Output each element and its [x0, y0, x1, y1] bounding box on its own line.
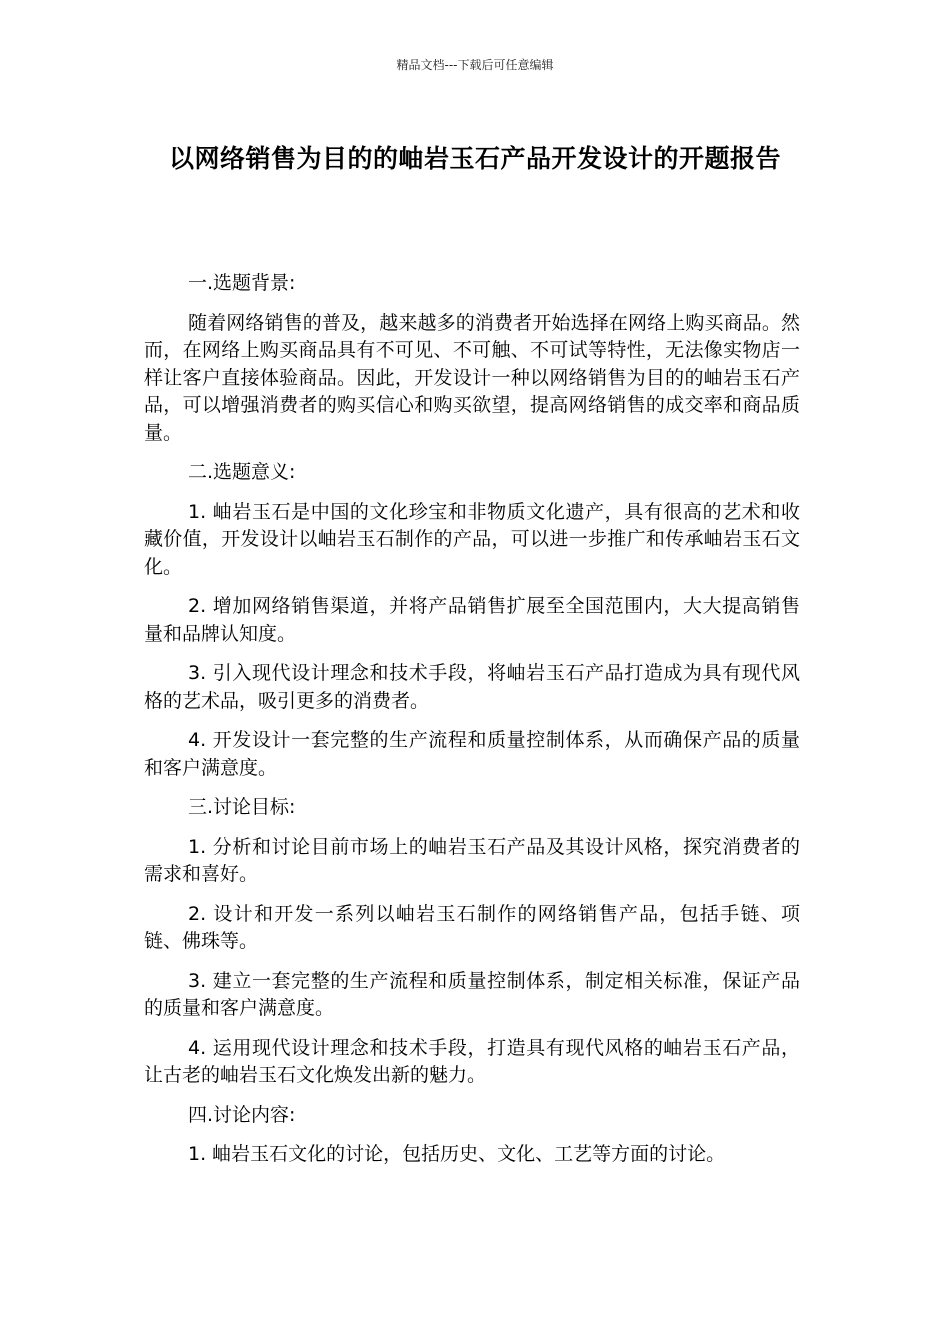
list-item: 2. 增加网络销售渠道，并将产品销售扩展至全国范围内，大大提高销售量和品牌认知度。 [144, 595, 800, 645]
section-heading: 一.选题背景: [188, 272, 296, 294]
section-heading: 三.讨论目标: [188, 796, 296, 818]
list-item: 4. 开发设计一套完整的生产流程和质量控制体系，从而确保产品的质量和客户满意度。 [144, 729, 800, 779]
list-item: 3. 建立一套完整的生产流程和质量控制体系，制定相关标准，保证产品的质量和客户满意度。 [144, 969, 800, 1019]
list-item: 1. 分析和讨论目前市场上的岫岩玉石产品及其设计风格，探究消费者的需求和喜好。 [144, 835, 800, 885]
section-significance [144, 459, 800, 782]
document-body [144, 270, 800, 1181]
section-heading: 二.选题意义: [188, 461, 296, 483]
body-paragraph: 随着网络销售的普及，越来越多的消费者开始选择在网络上购买商品。然而，在网络上购买商品具有不可见、不可触、不可试等特性，无法像实物店一样让客户直接体验商品。因此，开发设计一种以网络销售为目的的岫岩玉石产品，可以增强消费者的购买信心和购买欲望，提高网络销售的成交率和商品质量。 [144, 311, 800, 444]
list-item: 1. 岫岩玉石是中国的文化珍宝和非物质文化遗产，具有很高的艺术和收藏价值，开发设计以岫岩玉石制作的产品，可以进一步推广和传承岫岩玉石文化。 [144, 500, 800, 578]
document-title: 以网络销售为目的的岫岩玉石产品开发设计的开题报告 [168, 144, 781, 173]
section-background [144, 270, 800, 447]
section-research-content [144, 1102, 800, 1169]
list-item: 1. 岫岩玉石文化的讨论，包括历史、文化、工艺等方面的讨论。 [188, 1143, 726, 1165]
list-item: 2. 设计和开发一系列以岫岩玉石制作的网络销售产品，包括手链、项链、佛珠等。 [144, 902, 800, 952]
section-research-goals [144, 794, 800, 1090]
list-item: 4. 运用现代设计理念和技术手段，打造具有现代风格的岫岩玉石产品，让古老的岫岩玉石文化焕发出新的魅力。 [144, 1036, 800, 1086]
section-heading: 四.讨论内容: [188, 1103, 296, 1126]
list-item: 3. 引入现代设计理念和技术手段，将岫岩玉石产品打造成为具有现代风格的艺术品，吸引更多的消费者。 [144, 662, 800, 712]
page-header: 精品文档---下载后可任意编辑 [396, 58, 554, 72]
